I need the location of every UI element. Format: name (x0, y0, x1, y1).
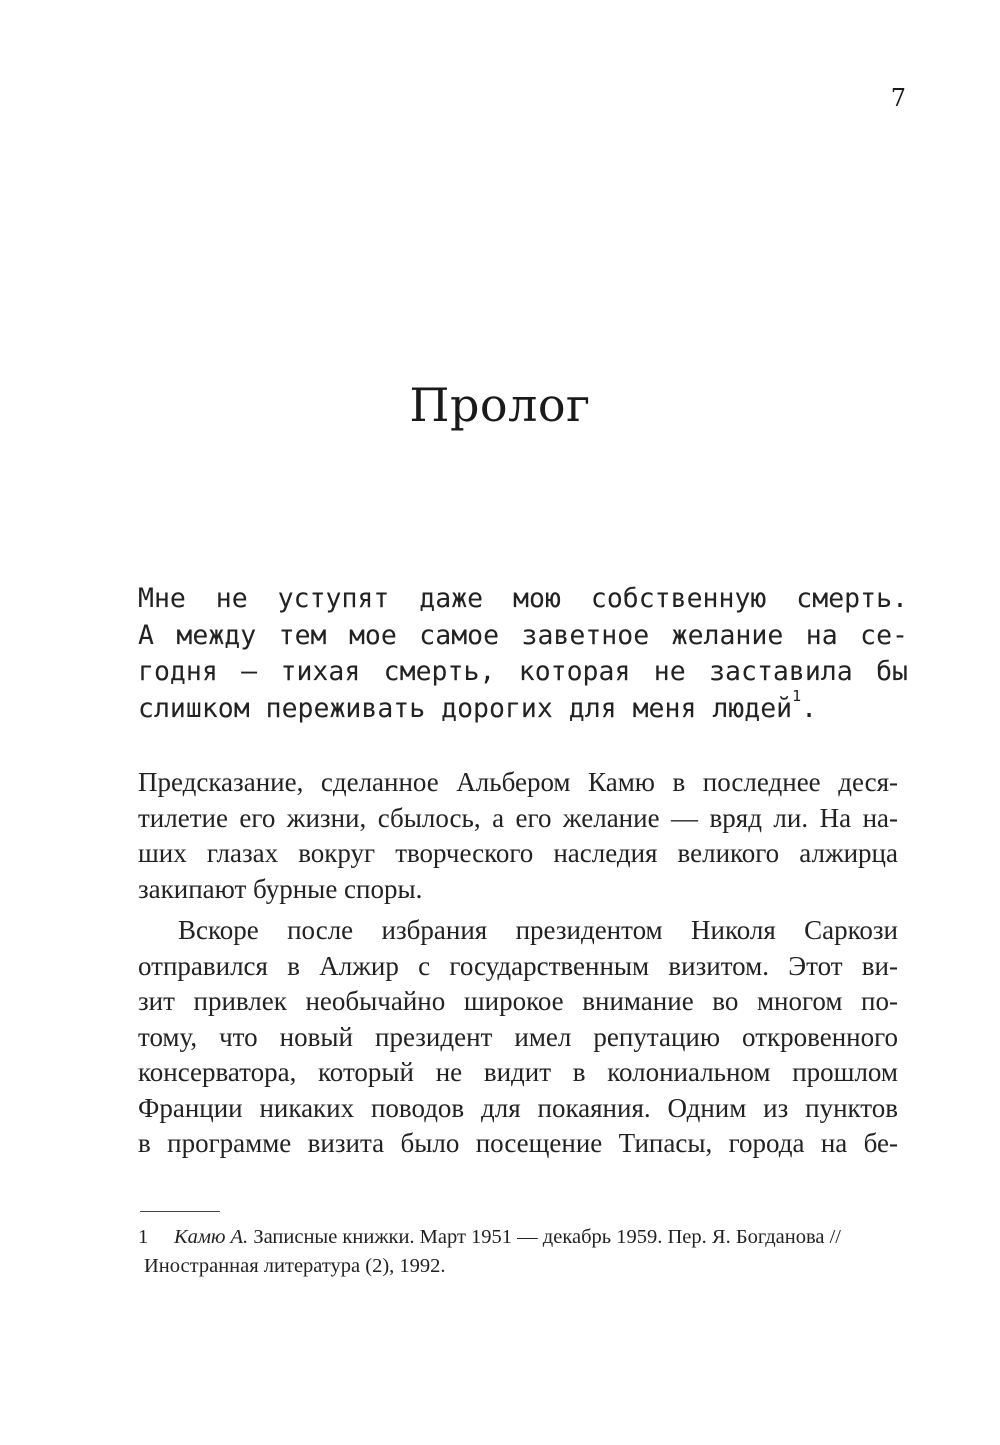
chapter-title: Пролог (409, 378, 591, 432)
text-line: консерватора, который не видит в колониальном прошлом (138, 1057, 898, 1087)
text-line: отправился в Алжир с государственным визитом. Этот ви- (138, 950, 898, 981)
body-text (138, 765, 898, 1162)
footnote-author: Камю А. (174, 1226, 249, 1248)
epigraph-line-last (138, 686, 908, 728)
text-line: тилетие его жизни, сбылось, а его желание — вряд ли. На на- (138, 802, 898, 833)
text-line: в программе визита было посещение Типасы, города на бе- (138, 1128, 898, 1158)
epigraph (138, 581, 908, 727)
text-line: Предсказание, сделанное Альбером Камю в последнее деся- (138, 767, 898, 797)
paragraph (138, 765, 898, 907)
text-line: зит привлек необычайно широкое внимание во многом по- (138, 986, 898, 1016)
epigraph-line: годня — тихая смерть, которая не заставила бы (138, 656, 908, 687)
footnote-line (138, 1223, 898, 1252)
footnote-text: Записные книжки. Март 1951 — декабрь 1959. Пер. Я. Богданова // (253, 1226, 841, 1248)
text-line: закипают бурные споры. (138, 873, 423, 904)
page-number: 7 (890, 84, 906, 112)
epigraph-line: Мне не уступят даже мою собственную смерть. (138, 583, 908, 614)
text-line: Франции никаких поводов для покаяния. Одним из пунктов (138, 1092, 898, 1123)
text-line: тому, что новый президент имел репутацию откровенного (138, 1021, 898, 1052)
footnote-divider (140, 1211, 220, 1212)
footnote-line: Иностранная литература (2), 1992. (144, 1255, 446, 1277)
epigraph-line: А между тем мое самое заветное желание на се- (138, 619, 908, 651)
epigraph-end-punct: . (801, 692, 818, 724)
text-line: ших глазах вокруг творческого наследия великого алжирца (138, 838, 898, 868)
footnote-reference[interactable]: 1 (792, 686, 802, 705)
footnotes (138, 1223, 898, 1281)
footnote-number: 1 (138, 1226, 149, 1248)
paragraph (138, 913, 898, 1162)
epigraph-line-text: слишком переживать дорогих для меня людей (138, 692, 793, 724)
text-line: Вскоре после избрания президентом Николя Саркози (178, 915, 898, 945)
